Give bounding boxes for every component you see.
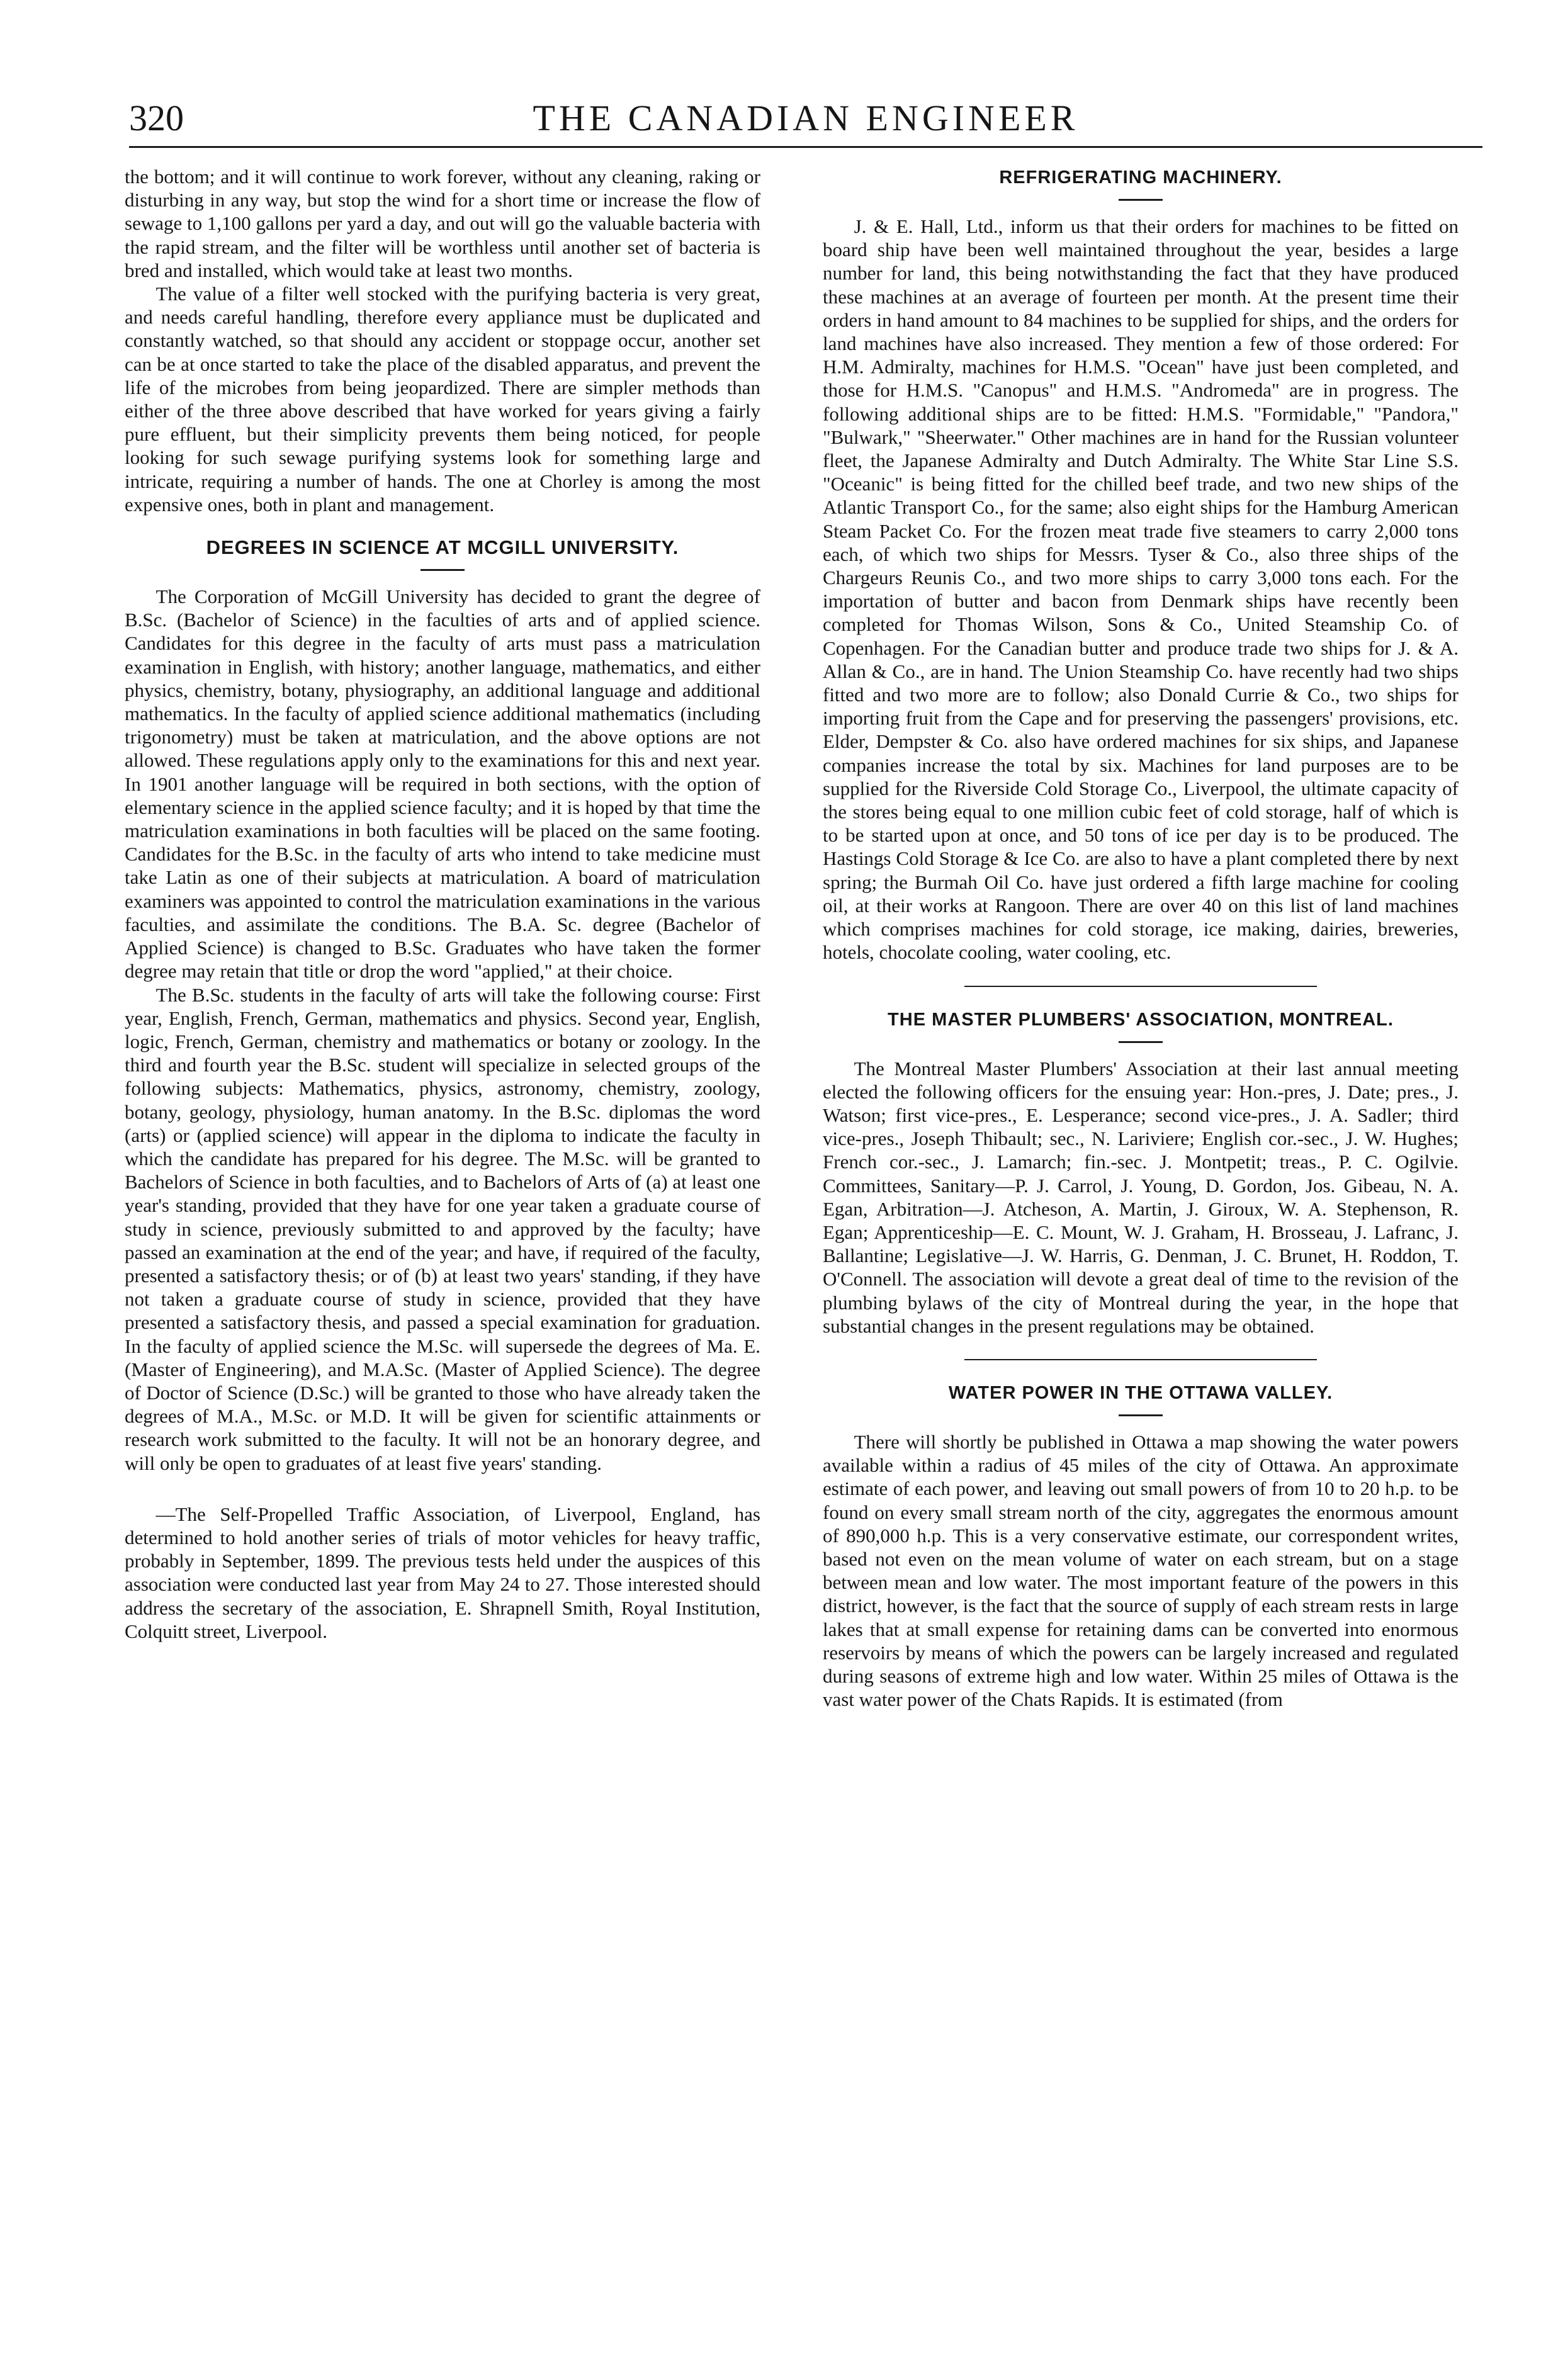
water-power-heading: WATER POWER IN THE OTTAWA VALLEY. — [948, 1382, 1333, 1403]
page-number: 320 — [129, 98, 184, 138]
left-column — [125, 165, 760, 1643]
journal-title: THE CANADIAN ENGINEER — [533, 98, 1079, 138]
running-head — [129, 93, 1482, 144]
filter-paragraph-1: the bottom; and it will continue to work forever, without any cleaning, raking or disturbing in any way, but stop the wind for a short time or increase the flow of sewage to 1,100 gallons per yard a day, and out will go the valuable bacteria with the rapid stream, and the filter will be worthless until another set of bacteria is bred and installed, which would take at least two months. — [125, 166, 760, 281]
degrees-paragraph-2: The B.Sc. students in the faculty of arts will take the following course: First year, English, French, German, mathematics and physics. Second year, English, logic, French, German, chemistry and mathematics or botany or zoology. In the third and fourth year the B.Sc. student will specialize in selected groups of the following subjects: Mathematics, physics, astronomy, chemistry, zoology, botany, geology, physiology, human anatomy. In the B.Sc. diplomas the word (arts) or (applied science) will appear in the diploma to indicate the faculty in which the candidate has prepared for his degree. The M.Sc. will be granted to Bachelors of Science in both faculties, and to Bachelors of Arts of (a) at least one year's standing, provided that they have for one year taken a graduate course of study in science, previously submitted to and approved by the faculty; have passed an examination at the end of the year; and have, if required of the faculty, presented a satisfactory thesis; or of (b) at least two years' standing, if they have not taken a graduate course of study in science, provided that they have presented a satisfactory thesis, and passed a special examination for graduation. In the faculty of applied science the M.Sc. will supersede the degrees of Ma. E. (Master of Engineering), and M.A.Sc. (Master of Applied Science). The degree of Doctor of Science (D.Sc.) will be granted to those who have already taken the degrees of M.A., M.Sc. or M.D. It will be given for scientific attainments or research work submitted to the faculty. It will not be an honorary degree, and will only be open to graduates of at least five years' standing. — [125, 983, 760, 1474]
traffic-paragraph: —The Self-Propelled Traffic Association, of Liverpool, England, has determined to hold another series of trials of motor vehicles for heavy traffic, probably in September, 1899. The previous tests held under the auspices of this association were conducted last year from May 24 to 27. Those interested should address the secretary of the association, E. Shrapnell Smith, Royal Institution, Colquitt street, Liverpool. — [125, 1503, 760, 1642]
refrigerating-paragraph: J. & E. Hall, Ltd., inform us that their orders for machines to be fitted on board ship have been well maintained throughout the year, besides a large number for land, this being notwithstanding the fact that they have produced these machines at an average of fourteen per month. At the present time their orders in hand amount to 84 machines to be supplied for ships, and the orders for land machines have also increased. They mention a few of those ordered: For H.M. Admiralty, machines for H.M.S. "Ocean" have just been completed, and those for H.M.S. "Canopus" and H.M.S. "Andromeda" are in progress. The following additional ships are to be fitted: H.M.S. "Formidable," "Pandora," "Bulwark," "Sheerwater." Other machines are in hand for the Russian volunteer fleet, the Japanese Admiralty and Dutch Admiralty. The White Star Line S.S. "Oceanic" is being fitted for the chilled beef trade, and two new ships of the Atlantic Transport Co., for the same; also eight ships for the Hamburg American Steam Packet Co. For the frozen meat trade five steamers to carry 2,000 tons each, of which two ships for Messrs. Tyser & Co., also three ships of the Chargeurs Reunis Co., and two more ships to carry 3,000 tons each. For the importation of butter and bacon from Denmark ships have recently been completed for Thomas Wilson, Sons & Co., United Steamship Co. of Copenhagen. For the Canadian butter and produce trade two ships for J. & A. Allan & Co., are in hand. The Union Steamship Co. have recently had two ships fitted and two more are to follow; also Donald Currie & Co., two ships for importing fruit from the Cape and for preserving the passengers' provisions, etc. Elder, Dempster & Co. also have ordered machines for six ships, and Japanese companies increase the total by six. Machines for land purposes are to be supplied for the Riverside Cold Storage Co., Liverpool, the ultimate capacity of the stores being equal to one million cubic feet of cold storage, half of which is to be started upon at once, and 50 tons of ice per day is to be produced. The Hastings Cold Storage & Ice Co. are also to have a plant completed there by next spring; the Burmah Oil Co. have just ordered a fifth large machine for cooling oil, at their works at Rangoon. There are over 40 on this list of land machines which comprises machines for cold storage, ice making, dairies, breweries, hotels, chocolate cooling, water cooling, etc. — [823, 215, 1459, 964]
right-column — [823, 165, 1459, 1711]
water-power-paragraph: There will shortly be published in Ottawa a map showing the water powers available within a radius of 45 miles of the city of Ottawa. An approximate estimate of each power, and leaving out small powers of from 10 to 20 h.p. to be found on every small stream north of the city, aggregates the enormous amount of 890,000 h.p. This is a very conservative estimate, our correspondent writes, based not even on the mean volume of water on each stream, but on a stage between mean and low water. The most important feature of the powers in this district, however, is the fact that the source of supply of each stream rests in large lakes that at small expense for retaining dams can be converted into enormous reservoirs by means of which the powers can be largely increased and regulated during seasons of extreme high and low water. Within 25 miles of Ottawa is the vast water power of the Chats Rapids. It is estimated (from — [823, 1430, 1459, 1711]
section-separator-1 — [964, 986, 1317, 987]
plumbers-heading: THE MASTER PLUMBERS' ASSOCIATION, MONTREAL. — [888, 1009, 1394, 1030]
degrees-paragraph-1: The Corporation of McGill University has decided to grant the degree of B.Sc. (Bachelor of Science) in the faculties of arts and of applied science. Candidates for this degree in the faculty of arts must pass a matriculation examination in English, with history; another language, mathematics, and either physics, chemistry, botany, physiography, an additional language and additional mathematics. In the faculty of applied science additional mathematics (including trigonometry) must be taken at matriculation, and the above options are not allowed. These regulations apply only to the examinations for this and next year. In 1901 another language will be required in both sections, with the option of elementary science in the applied science faculty; and it is hoped by that time the matriculation examinations in both faculties will be placed on the same footing. Candidates for the B.Sc. in the faculty of arts who intend to take medicine must take Latin as one of their subjects at matriculation. A board of matriculation examiners was appointed to control the matriculation examinations in the various faculties, and assimilate the conditions. The B.A. Sc. degree (Bachelor of Applied Science) is changed to B.Sc. Graduates who have taken the former degree may retain that title or drop the word "applied," at their choice. — [125, 585, 760, 983]
header-rule — [129, 146, 1482, 148]
degrees-heading: DEGREES IN SCIENCE AT MCGILL UNIVERSITY. — [206, 536, 679, 559]
degrees-heading-rule — [421, 569, 465, 571]
filter-paragraph-2: The value of a filter well stocked with the purifying bacteria is very great, and needs careful handling, therefore every appliance must be duplicated and constantly watched, so that should any accident or stoppage occur, another set can be at once started to take the place of the disabled apparatus, and prevent the life of the microbes from being jeopardized. There are simpler methods than either of the three above described that have worked for years giving a fairly pure effluent, but their simplicity prevents them being noticed, for people looking for such sewage purifying systems look for something large and intricate, requiring a number of hands. The one at Chorley is among the most expensive ones, both in plant and management. — [125, 283, 760, 516]
refrigerating-heading-rule — [1119, 199, 1163, 201]
plumbers-paragraph: The Montreal Master Plumbers' Association at their last annual meeting elected the following officers for the ensuing year: Hon.-pres, J. Date; pres., J. Watson; first vice-pres., E. Lesperance; second vice-pres., J. A. Sadler; third vice-pres., Joseph Thibault; sec., N. Lariviere; English cor.-sec., J. W. Hughes; French cor.-sec., J. Lamarch; fin.-sec. J. Montpetit; treas., P. C. Ogilvie. Committees, Sanitary—P. J. Carrol, J. Young, D. Gordon, Jos. Gibeau, N. A. Egan, Arbitration—J. Atcheson, A. Martin, J. Giroux, W. A. Stephenson, R. Egan; Apprenticeship—E. C. Mount, W. J. Graham, H. Brosseau, J. Lafranc, J. Ballantine; Legislative—J. W. Harris, G. Denman, J. C. Brunet, H. Roddon, T. O'Connell. The association will devote a great deal of time to the revision of the plumbing bylaws of the city of Montreal during the year, in the hope that substantial changes in the present regulations may be obtained. — [823, 1057, 1459, 1337]
plumbers-heading-rule — [1119, 1041, 1163, 1043]
refrigerating-heading: REFRIGERATING MACHINERY. — [999, 167, 1282, 188]
section-separator-2 — [964, 1359, 1317, 1360]
water-power-heading-rule — [1119, 1414, 1163, 1416]
